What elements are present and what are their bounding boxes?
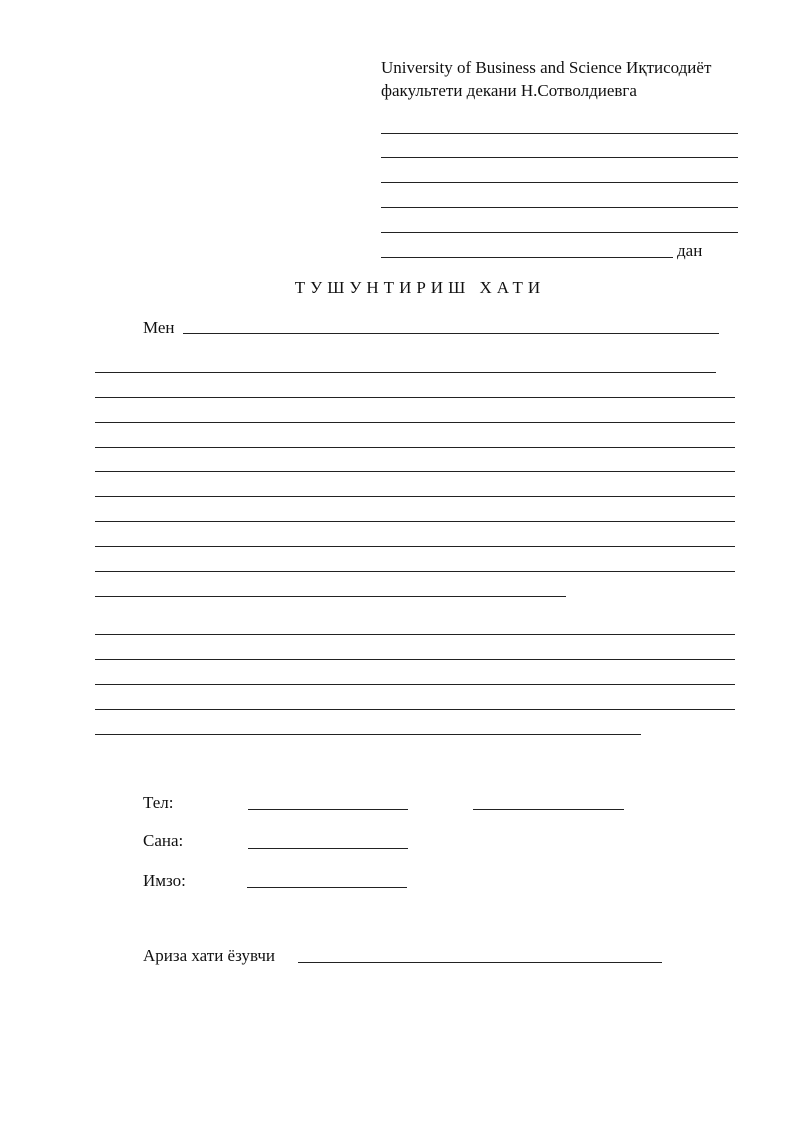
sender-blank-line[interactable] — [381, 157, 738, 158]
sender-blank-line[interactable] — [381, 232, 738, 233]
date-label: Сана: — [143, 831, 184, 850]
body-line[interactable] — [95, 372, 716, 373]
body-line[interactable] — [95, 709, 735, 710]
addressee-line-2: факультети декани Н.Сотволдиевга — [381, 81, 637, 100]
sender-name-line[interactable] — [381, 257, 673, 258]
addressee-line-1: University of Business and Science Иқтисодиёт — [381, 58, 712, 77]
body-line[interactable] — [95, 659, 735, 660]
body-line[interactable] — [95, 734, 641, 735]
body-line[interactable] — [95, 471, 735, 472]
sender-blank-line[interactable] — [381, 133, 738, 134]
body-line[interactable] — [95, 422, 735, 423]
phone-blank-line[interactable] — [248, 809, 408, 810]
date-blank-line[interactable] — [248, 848, 408, 849]
phone-blank-line-2[interactable] — [473, 809, 624, 810]
intro-blank-line[interactable] — [183, 333, 719, 334]
body-line[interactable] — [95, 397, 735, 398]
signature-blank-line[interactable] — [247, 887, 407, 888]
document-title: ТУШУНТИРИШ ХАТИ — [294, 278, 546, 297]
intro-word: Мен — [143, 318, 175, 337]
body-line[interactable] — [95, 546, 735, 547]
body-line[interactable] — [95, 596, 566, 597]
sender-blank-line[interactable] — [381, 182, 738, 183]
phone-label: Тел: — [143, 793, 174, 812]
from-suffix: дан — [677, 241, 703, 260]
sender-blank-line[interactable] — [381, 207, 738, 208]
body-line[interactable] — [95, 447, 735, 448]
body-line[interactable] — [95, 634, 735, 635]
body-line[interactable] — [95, 521, 735, 522]
body-line[interactable] — [95, 571, 735, 572]
author-blank-line[interactable] — [298, 962, 662, 963]
signature-label: Имзо: — [143, 871, 186, 890]
body-line[interactable] — [95, 496, 735, 497]
body-line[interactable] — [95, 684, 735, 685]
author-label: Ариза хати ёзувчи — [143, 946, 275, 965]
